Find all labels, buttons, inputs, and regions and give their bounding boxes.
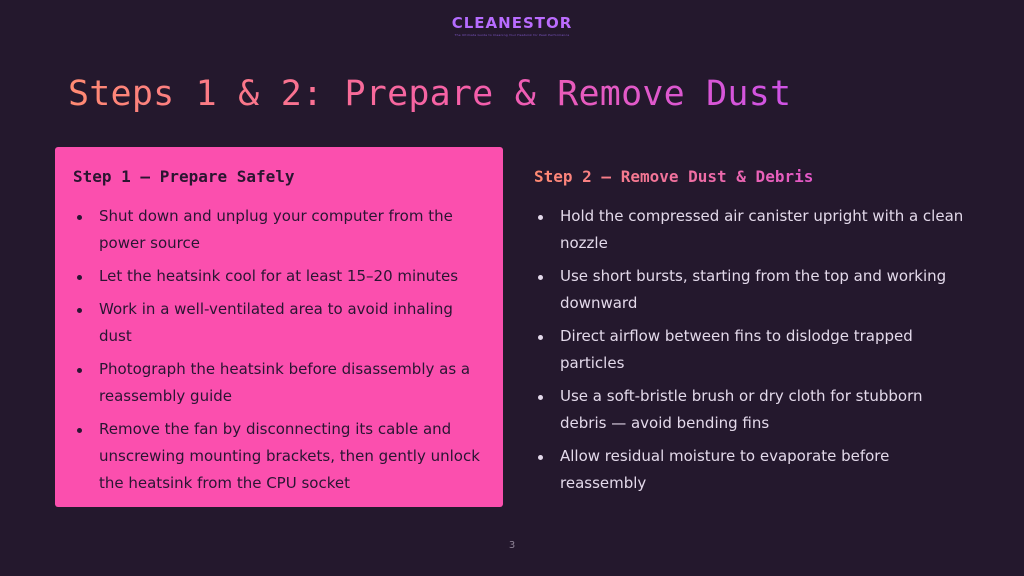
list-item-text: Allow residual moisture to evaporate before reassembly [560, 447, 890, 492]
step1-bullet-list [73, 203, 485, 497]
list-item-text: Photograph the heatsink before disassembly as a reassembly guide [99, 360, 471, 405]
list-item-text: Use a soft-bristle brush or dry cloth for stubborn debris — avoid bending fins [560, 387, 923, 432]
brand-name: CLEANESTOR [0, 14, 1024, 32]
list-item-text: Work in a well-ventilated area to avoid inhaling dust [99, 300, 453, 345]
list-item-text: Shut down and unplug your computer from the power source [99, 207, 453, 252]
list-item-text: Hold the compressed air canister upright with a clean nozzle [560, 207, 964, 252]
list-item [534, 263, 968, 317]
list-item [73, 416, 485, 497]
bullet-dot-icon [538, 275, 543, 280]
page-number: 3 [508, 540, 516, 551]
step1-card [55, 147, 503, 507]
brand-tagline: The Ultimate Guide to Cleaning Your Heatsink for Peak Performance [454, 33, 570, 37]
bullet-dot-icon [538, 455, 543, 460]
list-item-text: Let the heatsink cool for at least 15–20 minutes [99, 267, 459, 285]
list-item [73, 203, 485, 257]
bullet-dot-icon [77, 308, 82, 313]
step1-heading: Step 1 — Prepare Safely [73, 167, 295, 186]
list-item [534, 323, 968, 377]
bullet-dot-icon [538, 335, 543, 340]
step2-column [516, 147, 986, 503]
bullet-dot-icon [538, 215, 543, 220]
bullet-dot-icon [77, 275, 82, 280]
list-item [534, 383, 968, 437]
bullet-dot-icon [538, 395, 543, 400]
step2-heading: Step 2 — Remove Dust & Debris [534, 167, 814, 186]
step2-bullet-list [534, 203, 968, 497]
list-item-text: Use short bursts, starting from the top and working downward [560, 267, 947, 312]
bullet-dot-icon [77, 368, 82, 373]
slide-title: Steps 1 & 2: Prepare & Remove Dust [68, 74, 792, 114]
brand-logo [0, 14, 1024, 37]
list-item [534, 443, 968, 497]
list-item-text: Remove the fan by disconnecting its cable and unscrewing mounting brackets, then gently unlock the heatsink from the CPU socket [99, 420, 480, 492]
bullet-dot-icon [77, 215, 82, 220]
list-item [73, 356, 485, 410]
list-item-text: Direct airflow between fins to dislodge trapped particles [560, 327, 913, 372]
list-item [73, 263, 485, 290]
bullet-dot-icon [77, 428, 82, 433]
list-item [73, 296, 485, 350]
list-item [534, 203, 968, 257]
